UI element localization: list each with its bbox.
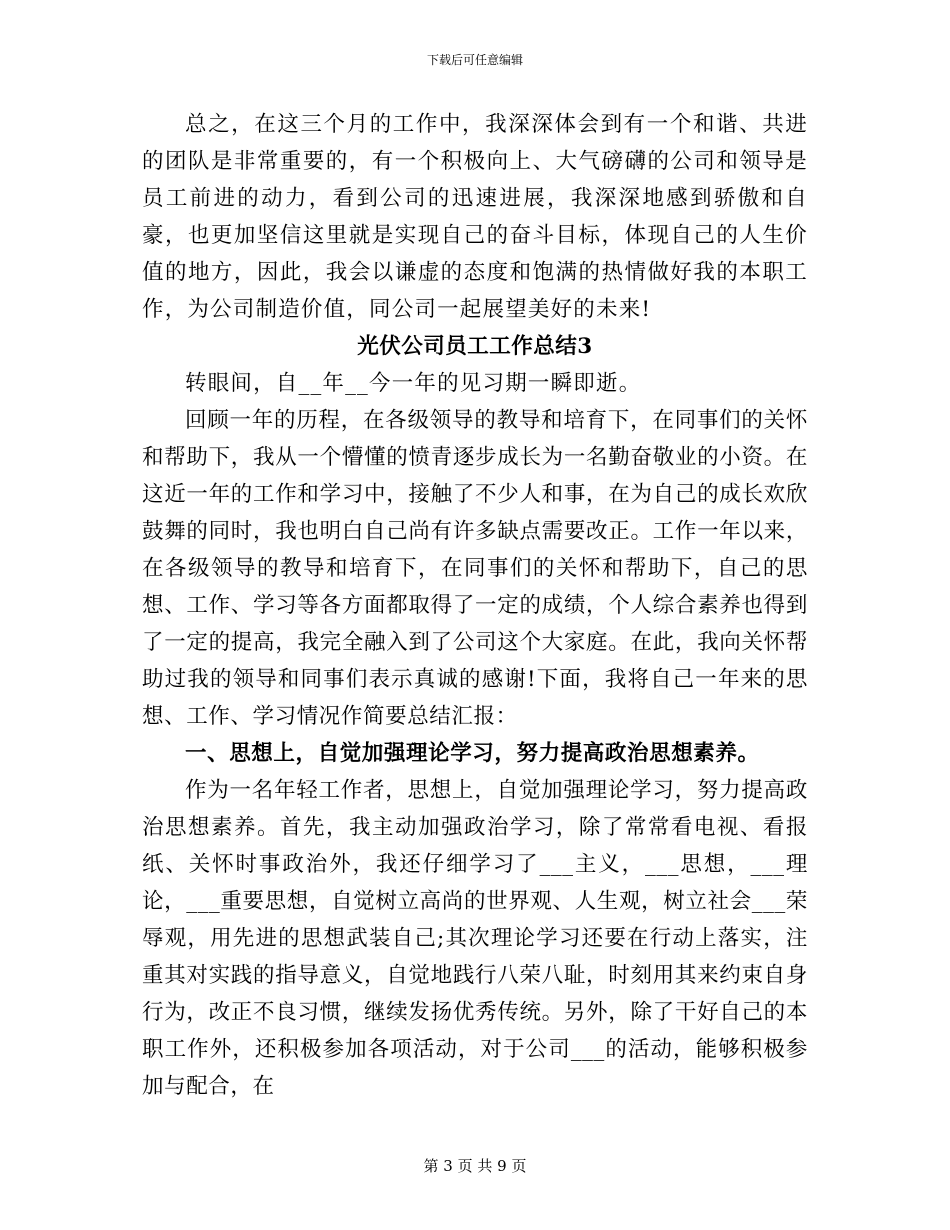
section-title: 光伏公司员工工作总结3 xyxy=(357,334,593,359)
page-header: 下载后可任意编辑 xyxy=(426,53,523,67)
page-number: 第 3 页 共 9 页 xyxy=(423,1157,527,1175)
subheading-ideology: 一、思想上，自觉加强理论学习，努力提高政治思想素养。 xyxy=(185,741,760,766)
paragraph-ideology: 作为一名年轻工作者，思想上，自觉加强理论学习，努力提高政治思想素养。首先，我主动加强政治学习，除了常常看电视、看报纸、关怀时事政治外，我还仔细学习了___主义，___思想，___理论，___重要思想，自觉树立高尚的世界观、人生观，树立社会___荣辱观，用先进的思想武装自己;其次理论学习还要在行动上落实，注重其对实践的指导意义，自觉地践行八荣八耻，时刻用其来约束自身行为，改正不良习惯，继续发扬优秀传统。另外，除了干好自己的本职工作外，还积极参加各项活动，对于公司___的活动，能够积极参加与配合，在 xyxy=(142,778,808,1099)
paragraph-review: 回顾一年的历程，在各级领导的教导和培育下，在同事们的关怀和帮助下，我从一个懵懂的愤青逐步成长为一名勤奋敬业的小资。在这近一年的工作和学习中，接触了不少人和事，在为自己的成长欢欣鼓舞的同时，我也明白自己尚有许多缺点需要改正。工作一年以来，在各级领导的教导和培育下，在同事们的关怀和帮助下，自己的思想、工作、学习等各方面都取得了一定的成绩，个人综合素养也得到了一定的提高，我完全融入到了公司这个大家庭。在此，我向关怀帮助过我的领导和同事们表示真诚的感谢!下面，我将自己一年来的思想、工作、学习情况作简要总结汇报： xyxy=(142,408,808,729)
document-body xyxy=(142,106,808,1105)
paragraph-conclusion: 总之，在这三个月的工作中，我深深体会到有一个和谐、共进的团队是非常重要的，有一个积极向上、大气磅礴的公司和领导是员工前进的动力，看到公司的迅速进展，我深深地感到骄傲和自豪，也更加坚信这里就是实现自己的奋斗目标，体现自己的人生价值的地方，因此，我会以谦虚的态度和饱满的热情做好我的本职工作，为公司制造价值，同公司一起展望美好的未来! xyxy=(142,112,808,322)
paragraph-intro: 转眼间，自__年__今一年的见习期一瞬即逝。 xyxy=(185,371,642,396)
